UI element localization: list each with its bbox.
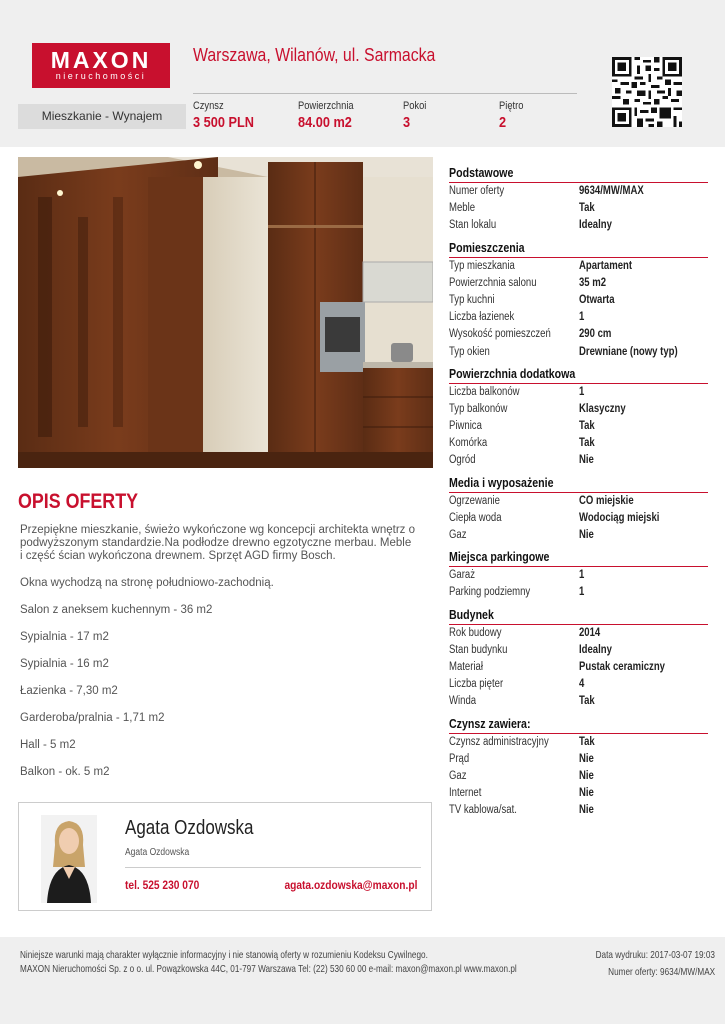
section-title-text: Podstawowe (449, 166, 514, 180)
detail-label: Ogród (449, 454, 476, 467)
detail-label: Winda (449, 695, 477, 708)
detail-row (449, 659, 708, 676)
agent-avatar (41, 815, 97, 903)
description-paragraph: Okna wychodzą na stronę południowo-zachodnią. (20, 577, 274, 589)
qr-code[interactable] (612, 57, 682, 127)
detail-row (449, 183, 708, 200)
section-title-text: Czynsz zawiera: (449, 716, 531, 731)
detail-row (449, 625, 708, 642)
section-title (449, 166, 708, 183)
detail-label: Typ balkonów (449, 402, 508, 415)
stat-rent (193, 100, 265, 131)
stat-rooms (403, 100, 431, 131)
detail-row (449, 344, 708, 361)
header-band (0, 0, 725, 147)
description-body (20, 524, 415, 793)
detail-label: Rok budowy (449, 626, 502, 639)
section-title-text: Media i wyposażenie (449, 475, 554, 490)
detail-label: Materiał (449, 660, 483, 673)
stat-value: 84.00 m2 (298, 114, 352, 131)
logo-tagline: nieruchomości (55, 71, 147, 81)
property-address: Warszawa, Wilanów, ul. Sarmacka (193, 45, 436, 65)
detail-value: Otwarta (579, 293, 615, 306)
detail-row (449, 802, 708, 819)
detail-value: 4 (579, 678, 585, 691)
detail-value: Idealny (579, 643, 612, 656)
detail-value: 2014 (579, 626, 601, 639)
stat-value: 3 500 PLN (193, 114, 254, 131)
detail-value: Tak (579, 420, 595, 433)
detail-row (449, 567, 708, 584)
detail-value: Drewniane (nowy typ) (579, 345, 678, 358)
logo-name: MAXON (50, 47, 152, 73)
detail-row (449, 200, 708, 217)
agent-subtitle: Agata Ozdowska (125, 847, 190, 858)
agent-phone-link[interactable]: tel. 525 230 070 (125, 878, 200, 892)
detail-row (449, 751, 708, 768)
detail-label: Czynsz administracyjny (449, 735, 549, 748)
detail-row (449, 435, 708, 452)
detail-row (449, 309, 708, 326)
footer-print-date: Data wydruku: 2017-03-07 19:03 (595, 949, 715, 961)
detail-value: 1 (579, 586, 585, 599)
detail-label: Typ mieszkania (449, 259, 515, 272)
detail-label: Powierzchnia salonu (449, 276, 537, 289)
detail-value: 1 (579, 311, 585, 324)
detail-value: Tak (579, 437, 595, 450)
description-paragraph: Sypialnia - 16 m2 (20, 658, 109, 670)
detail-label: Ciepła woda (449, 511, 502, 524)
stat-value: 2 (499, 114, 507, 131)
detail-label: Typ kuchni (449, 293, 495, 306)
stat-area (298, 100, 363, 131)
detail-row (449, 510, 708, 527)
divider (193, 93, 577, 94)
description-paragraph: Garderoba/pralnia - 1,71 m2 (20, 712, 165, 724)
detail-label: Liczba balkonów (449, 385, 520, 398)
stat-label: Pokoi (403, 100, 427, 112)
footer (0, 937, 725, 1024)
detail-row (449, 785, 708, 802)
detail-value: Nie (579, 752, 594, 765)
stat-label: Czynsz (193, 100, 224, 112)
description-paragraph: Sypialnia - 17 m2 (20, 631, 109, 643)
description-paragraph: Balkon - ok. 5 m2 (20, 766, 110, 778)
detail-value: Nie (579, 804, 594, 817)
detail-value: Tak (579, 202, 595, 215)
section-title-text: Pomieszczenia (449, 240, 525, 255)
stat-label: Powierzchnia (298, 100, 354, 112)
detail-row (449, 401, 708, 418)
footer-company: MAXON Nieruchomości Sp. z o o. ul. Powązkowska 44C, 01-797 Warszawa Tel: (22) 530 60 00 e-mail: maxon@maxon.pl www.maxon.pl (20, 963, 517, 975)
detail-value: Tak (579, 695, 595, 708)
detail-value: 290 cm (579, 328, 612, 341)
section-title-text: Miejsca parkingowe (449, 550, 550, 565)
maxon-logo[interactable] (32, 43, 170, 88)
offer-type-badge: Mieszkanie - Wynajem (18, 104, 186, 129)
section-title (449, 241, 708, 258)
property-photo[interactable] (18, 157, 433, 468)
detail-value: Wodociąg miejski (579, 511, 660, 524)
detail-label: Gaz (449, 769, 467, 782)
description-paragraph: Przepiękne mieszkanie, świeżo wykończone wg koncepcji architekta wnętrz o podwyższonym standardzie.Na podłodze drewno egzotyczne merbau. Meble i część ścian wykończona drewnem. Sprzęt AGD firmy Bosch. (20, 524, 416, 562)
section-title (449, 550, 708, 567)
detail-row (449, 584, 708, 601)
detail-row (449, 768, 708, 785)
detail-label: Garaż (449, 569, 476, 582)
detail-label: Typ okien (449, 345, 490, 358)
stat-label: Piętro (499, 100, 524, 112)
detail-value: Nie (579, 454, 594, 467)
description-paragraph: Hall - 5 m2 (20, 739, 76, 751)
detail-row (449, 693, 708, 710)
detail-value: CO miejskie (579, 494, 634, 507)
detail-row (449, 326, 708, 343)
detail-row (449, 275, 708, 292)
detail-value: Tak (579, 735, 595, 748)
section-title (449, 608, 708, 625)
agent-card (18, 802, 432, 911)
detail-value: Nie (579, 787, 594, 800)
detail-label: Stan lokalu (449, 219, 497, 232)
detail-label: Numer oferty (449, 185, 505, 197)
detail-row (449, 676, 708, 693)
detail-value: 1 (579, 385, 585, 398)
detail-row (449, 384, 708, 401)
detail-label: Liczba pięter (449, 678, 504, 691)
detail-value: Nie (579, 529, 594, 541)
detail-row (449, 258, 708, 275)
description-paragraph: Łazienka - 7,30 m2 (20, 685, 118, 697)
footer-offer-number: Numer oferty: 9634/MW/MAX (608, 966, 715, 978)
section-title-text: Powierzchnia dodatkowa (449, 366, 576, 381)
detail-row (449, 734, 708, 751)
detail-row (449, 527, 708, 544)
detail-label: Ogrzewanie (449, 494, 500, 507)
detail-label: Stan budynku (449, 643, 508, 656)
detail-row (449, 217, 708, 234)
detail-label: Komórka (449, 437, 488, 450)
detail-value: Idealny (579, 219, 612, 232)
detail-label: Liczba łazienek (449, 311, 515, 324)
detail-value: Apartament (579, 259, 633, 272)
detail-label: Wysokość pomieszczeń (449, 328, 551, 341)
stat-value: 3 (403, 114, 411, 131)
detail-label: Gaz (449, 529, 467, 541)
section-title (449, 476, 708, 493)
detail-label: TV kablowa/sat. (449, 804, 517, 817)
detail-value: 35 m2 (579, 276, 607, 289)
stat-floor (499, 100, 528, 131)
detail-value: Klasyczny (579, 402, 626, 415)
divider (125, 867, 421, 868)
detail-label: Piwnica (449, 420, 482, 433)
footer-disclaimer: Niniejsze warunki mają charakter wyłącznie informacyjny i nie stanowią oferty w rozumieniu Kodeksu Cywilnego. (20, 949, 428, 961)
detail-value: Nie (579, 769, 594, 782)
detail-row (449, 452, 708, 469)
detail-row (449, 418, 708, 435)
section-title (449, 717, 708, 734)
detail-label: Meble (449, 202, 476, 215)
description-paragraph: Salon z aneksem kuchennym - 36 m2 (20, 604, 213, 616)
detail-label: Internet (449, 787, 482, 800)
detail-value: 1 (579, 569, 585, 582)
detail-value: Pustak ceramiczny (579, 660, 665, 673)
detail-row (449, 493, 708, 510)
detail-label: Parking podziemny (449, 586, 531, 599)
detail-label: Prąd (449, 752, 470, 765)
agent-email-link[interactable]: agata.ozdowska@maxon.pl (284, 878, 417, 892)
section-title-text: Budynek (449, 607, 494, 622)
detail-row (449, 642, 708, 659)
property-details (449, 166, 708, 819)
section-title (449, 367, 708, 384)
description-title: OPIS OFERTY (18, 490, 139, 513)
detail-value: 9634/MW/MAX (579, 185, 644, 197)
detail-row (449, 292, 708, 309)
agent-name: Agata Ozdowska (125, 817, 254, 839)
